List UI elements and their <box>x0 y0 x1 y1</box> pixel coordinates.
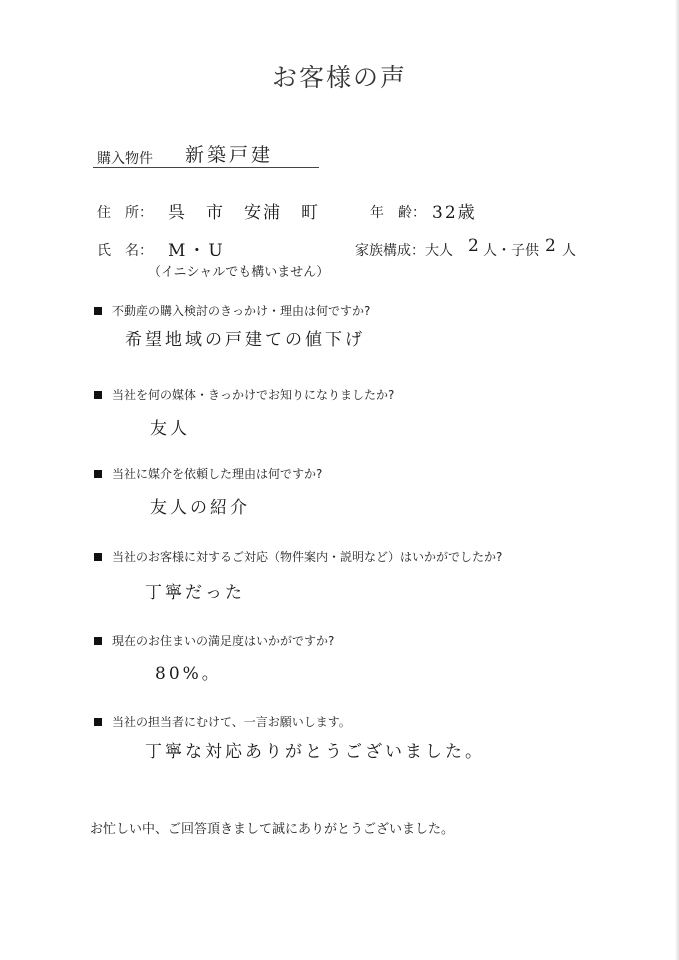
family-children-value: 2 <box>545 236 556 256</box>
address-label: 住 所： <box>97 205 153 221</box>
question-5 <box>94 632 334 649</box>
question-4 <box>94 548 502 565</box>
age-label: 年 齢： <box>370 205 426 221</box>
property-underline <box>93 167 319 168</box>
bullet-square-icon <box>94 553 102 561</box>
family-label: 家族構成：大人 <box>355 243 453 259</box>
bullet-square-icon <box>94 470 102 478</box>
answer-3: 友人の紹介 <box>150 498 250 518</box>
name-value: M・U <box>168 241 226 261</box>
scan-edge-shadow <box>675 0 679 960</box>
answer-6: 丁寧な対応ありがとうございました。 <box>145 742 485 762</box>
bullet-square-icon <box>94 718 102 726</box>
question-text: 当社に媒介を依頼した理由は何ですか? <box>112 467 323 481</box>
question-text: 当社を何の媒体・きっかけでお知りになりましたか? <box>112 388 395 402</box>
property-label: 購入物件 <box>97 151 153 167</box>
property-value: 新築戸建 <box>185 144 274 166</box>
answer-2: 友人 <box>150 419 190 439</box>
question-text: 現在のお住まいの満足度はいかがですか? <box>112 634 335 648</box>
bullet-square-icon <box>94 307 102 315</box>
family-children-unit: 人 <box>562 243 576 259</box>
question-text: 不動産の購入検討のきっかけ・理由は何ですか? <box>112 304 371 318</box>
question-6 <box>94 713 351 730</box>
question-2 <box>94 386 394 403</box>
question-text: 当社の担当者にむけて、一言お願いします。 <box>112 715 351 729</box>
closing-message: お忙しい中、ご回答頂きまして誠にありがとうございました。 <box>90 822 455 837</box>
bullet-square-icon <box>94 637 102 645</box>
question-1 <box>94 302 370 319</box>
question-3 <box>94 465 322 482</box>
name-note: （イニシャルでも構いません） <box>148 265 330 280</box>
answer-4: 丁寧だった <box>145 583 245 603</box>
question-text: 当社のお客様に対するご対応（物件案内・説明など）はいかがでしたか? <box>112 550 503 564</box>
answer-5: 80%。 <box>155 664 222 684</box>
family-adults-unit: 人・子供 <box>483 243 539 259</box>
name-label: 氏 名： <box>97 243 153 259</box>
page-title: お客様の声 <box>271 63 407 92</box>
bullet-square-icon <box>94 391 102 399</box>
age-value: 32歳 <box>432 203 477 223</box>
family-adults-value: 2 <box>468 236 479 256</box>
answer-1: 希望地域の戸建ての値下げ <box>125 330 365 350</box>
address-value: 呉 市 安浦 町 <box>168 203 320 223</box>
